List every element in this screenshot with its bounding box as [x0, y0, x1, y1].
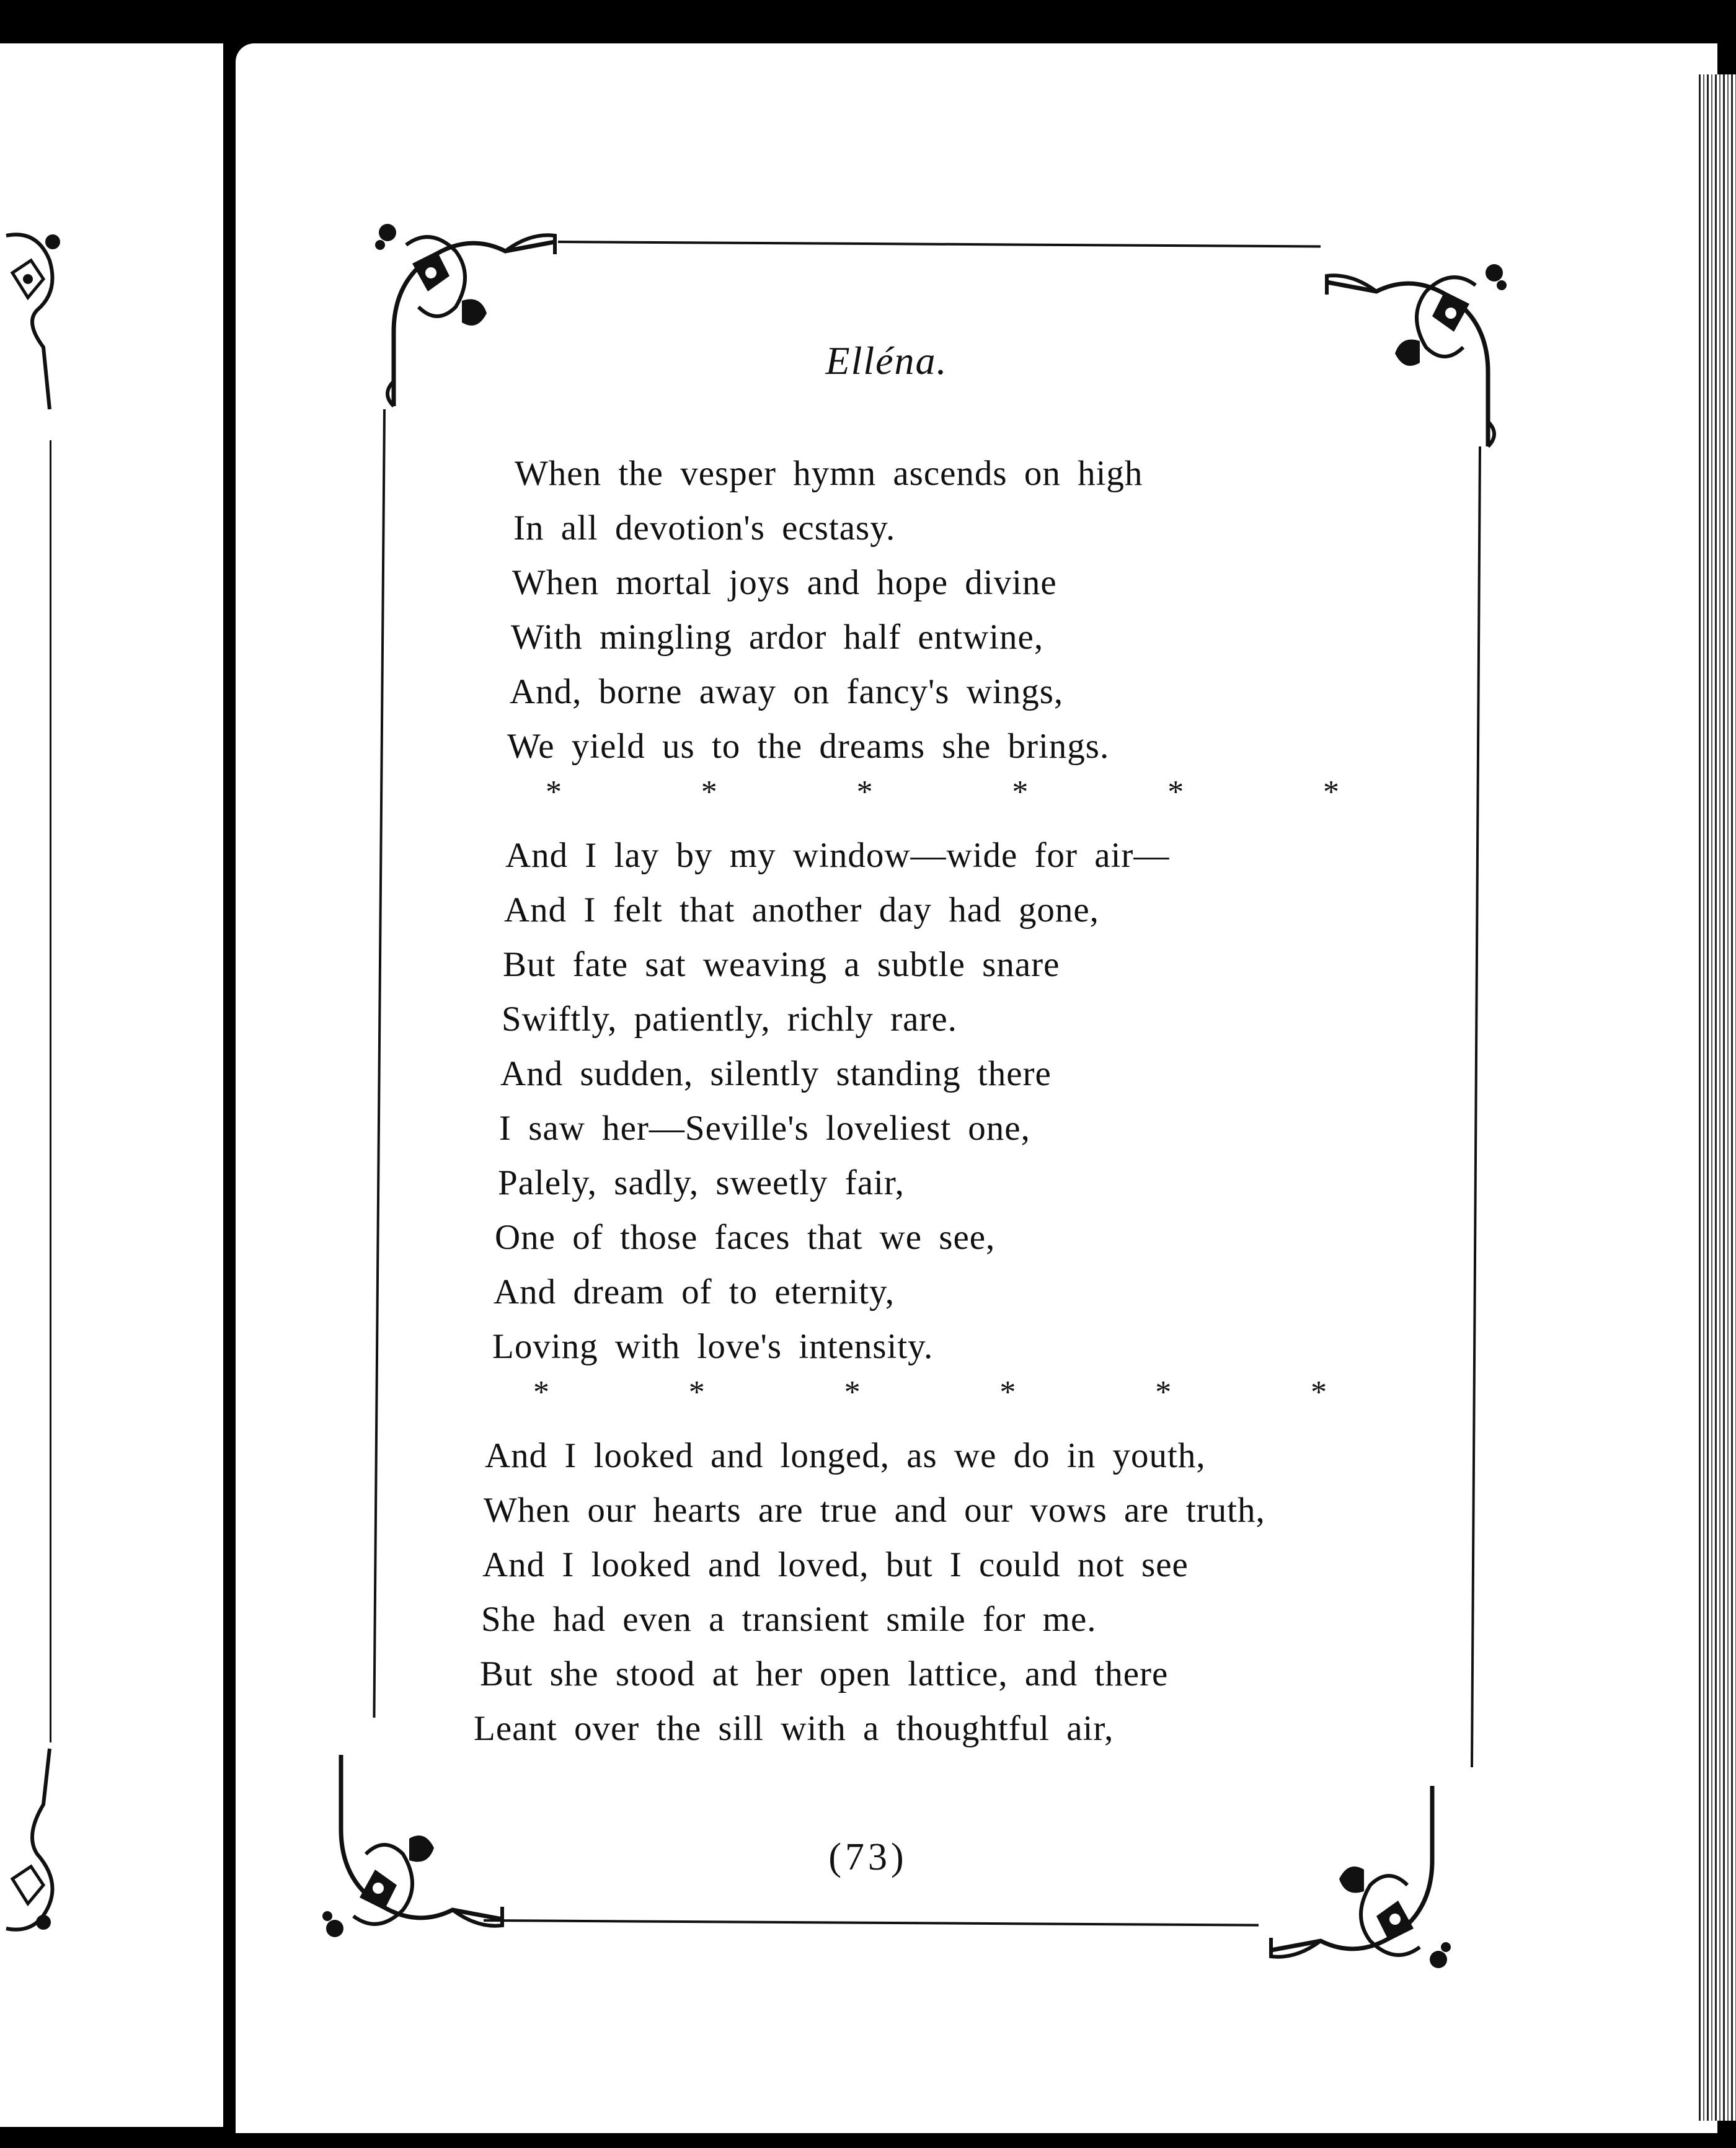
previous-page-frame-line — [50, 440, 51, 1742]
poem-line: Leant over the sill with a thoughtful air, — [474, 1709, 1114, 1748]
poem-line: And I lay by my window—wide for air— — [505, 836, 1170, 875]
running-head: Elléna. — [825, 339, 948, 383]
poem-line: When our hearts are true and our vows are truth, — [484, 1491, 1265, 1530]
scroll-corner-ornament-icon — [0, 223, 68, 422]
asterisk: * — [999, 1375, 1016, 1410]
asterisk: * — [1167, 774, 1184, 810]
poem-line: And I felt that another day had gone, — [504, 890, 1099, 930]
scroll-corner-ornament-icon — [1259, 1780, 1457, 1984]
poem-line: In all devotion's ecstasy. — [513, 508, 896, 548]
asterisk: * — [1310, 1375, 1327, 1410]
scan-bottom-edge — [0, 2133, 1736, 2148]
poem-line: And dream of to eternity, — [494, 1272, 895, 1311]
poem-text — [471, 446, 1370, 1756]
asterisk: * — [1322, 774, 1339, 810]
asterisk: * — [1155, 1375, 1172, 1410]
poem-line: And sudden, silently standing there — [500, 1054, 1052, 1093]
asterisk: * — [1012, 774, 1029, 810]
poem-line: Swiftly, patiently, richly rare. — [502, 1000, 957, 1039]
poem-line: With mingling ardor half entwine, — [511, 618, 1044, 657]
poem-line: And I looked and longed, as we do in youth, — [485, 1436, 1206, 1475]
poem-line: She had even a transient smile for me. — [481, 1600, 1097, 1639]
page-number: (73) — [828, 1836, 908, 1878]
poem-line: And, borne away on fancy's wings, — [510, 672, 1064, 711]
asterisk: * — [701, 774, 717, 810]
poem-line: Loving with love's intensity. — [492, 1327, 934, 1366]
poem-line: But she stood at her open lattice, and there — [480, 1654, 1169, 1693]
poem-line: We yield us to the dreams she brings. — [507, 727, 1110, 766]
poem-line: Palely, sadly, sweetly fair, — [498, 1163, 905, 1202]
poem-line: When the vesper hymn ascends on high — [515, 454, 1143, 493]
section-divider — [496, 1374, 1327, 1429]
poem-line: But fate sat weaving a subtle snare — [503, 945, 1060, 984]
poem-line: And I looked and loved, but I could not see — [482, 1545, 1189, 1584]
asterisk: * — [546, 774, 562, 810]
section-divider — [508, 774, 1339, 828]
poem-line: One of those faces that we see, — [495, 1218, 996, 1257]
asterisk: * — [688, 1375, 705, 1410]
asterisk: * — [856, 774, 873, 810]
poem-line: I saw her—Seville's loveliest one, — [499, 1109, 1030, 1148]
asterisk: * — [533, 1375, 549, 1410]
asterisk: * — [844, 1375, 861, 1410]
poem-line: When mortal joys and hope divine — [512, 563, 1057, 602]
